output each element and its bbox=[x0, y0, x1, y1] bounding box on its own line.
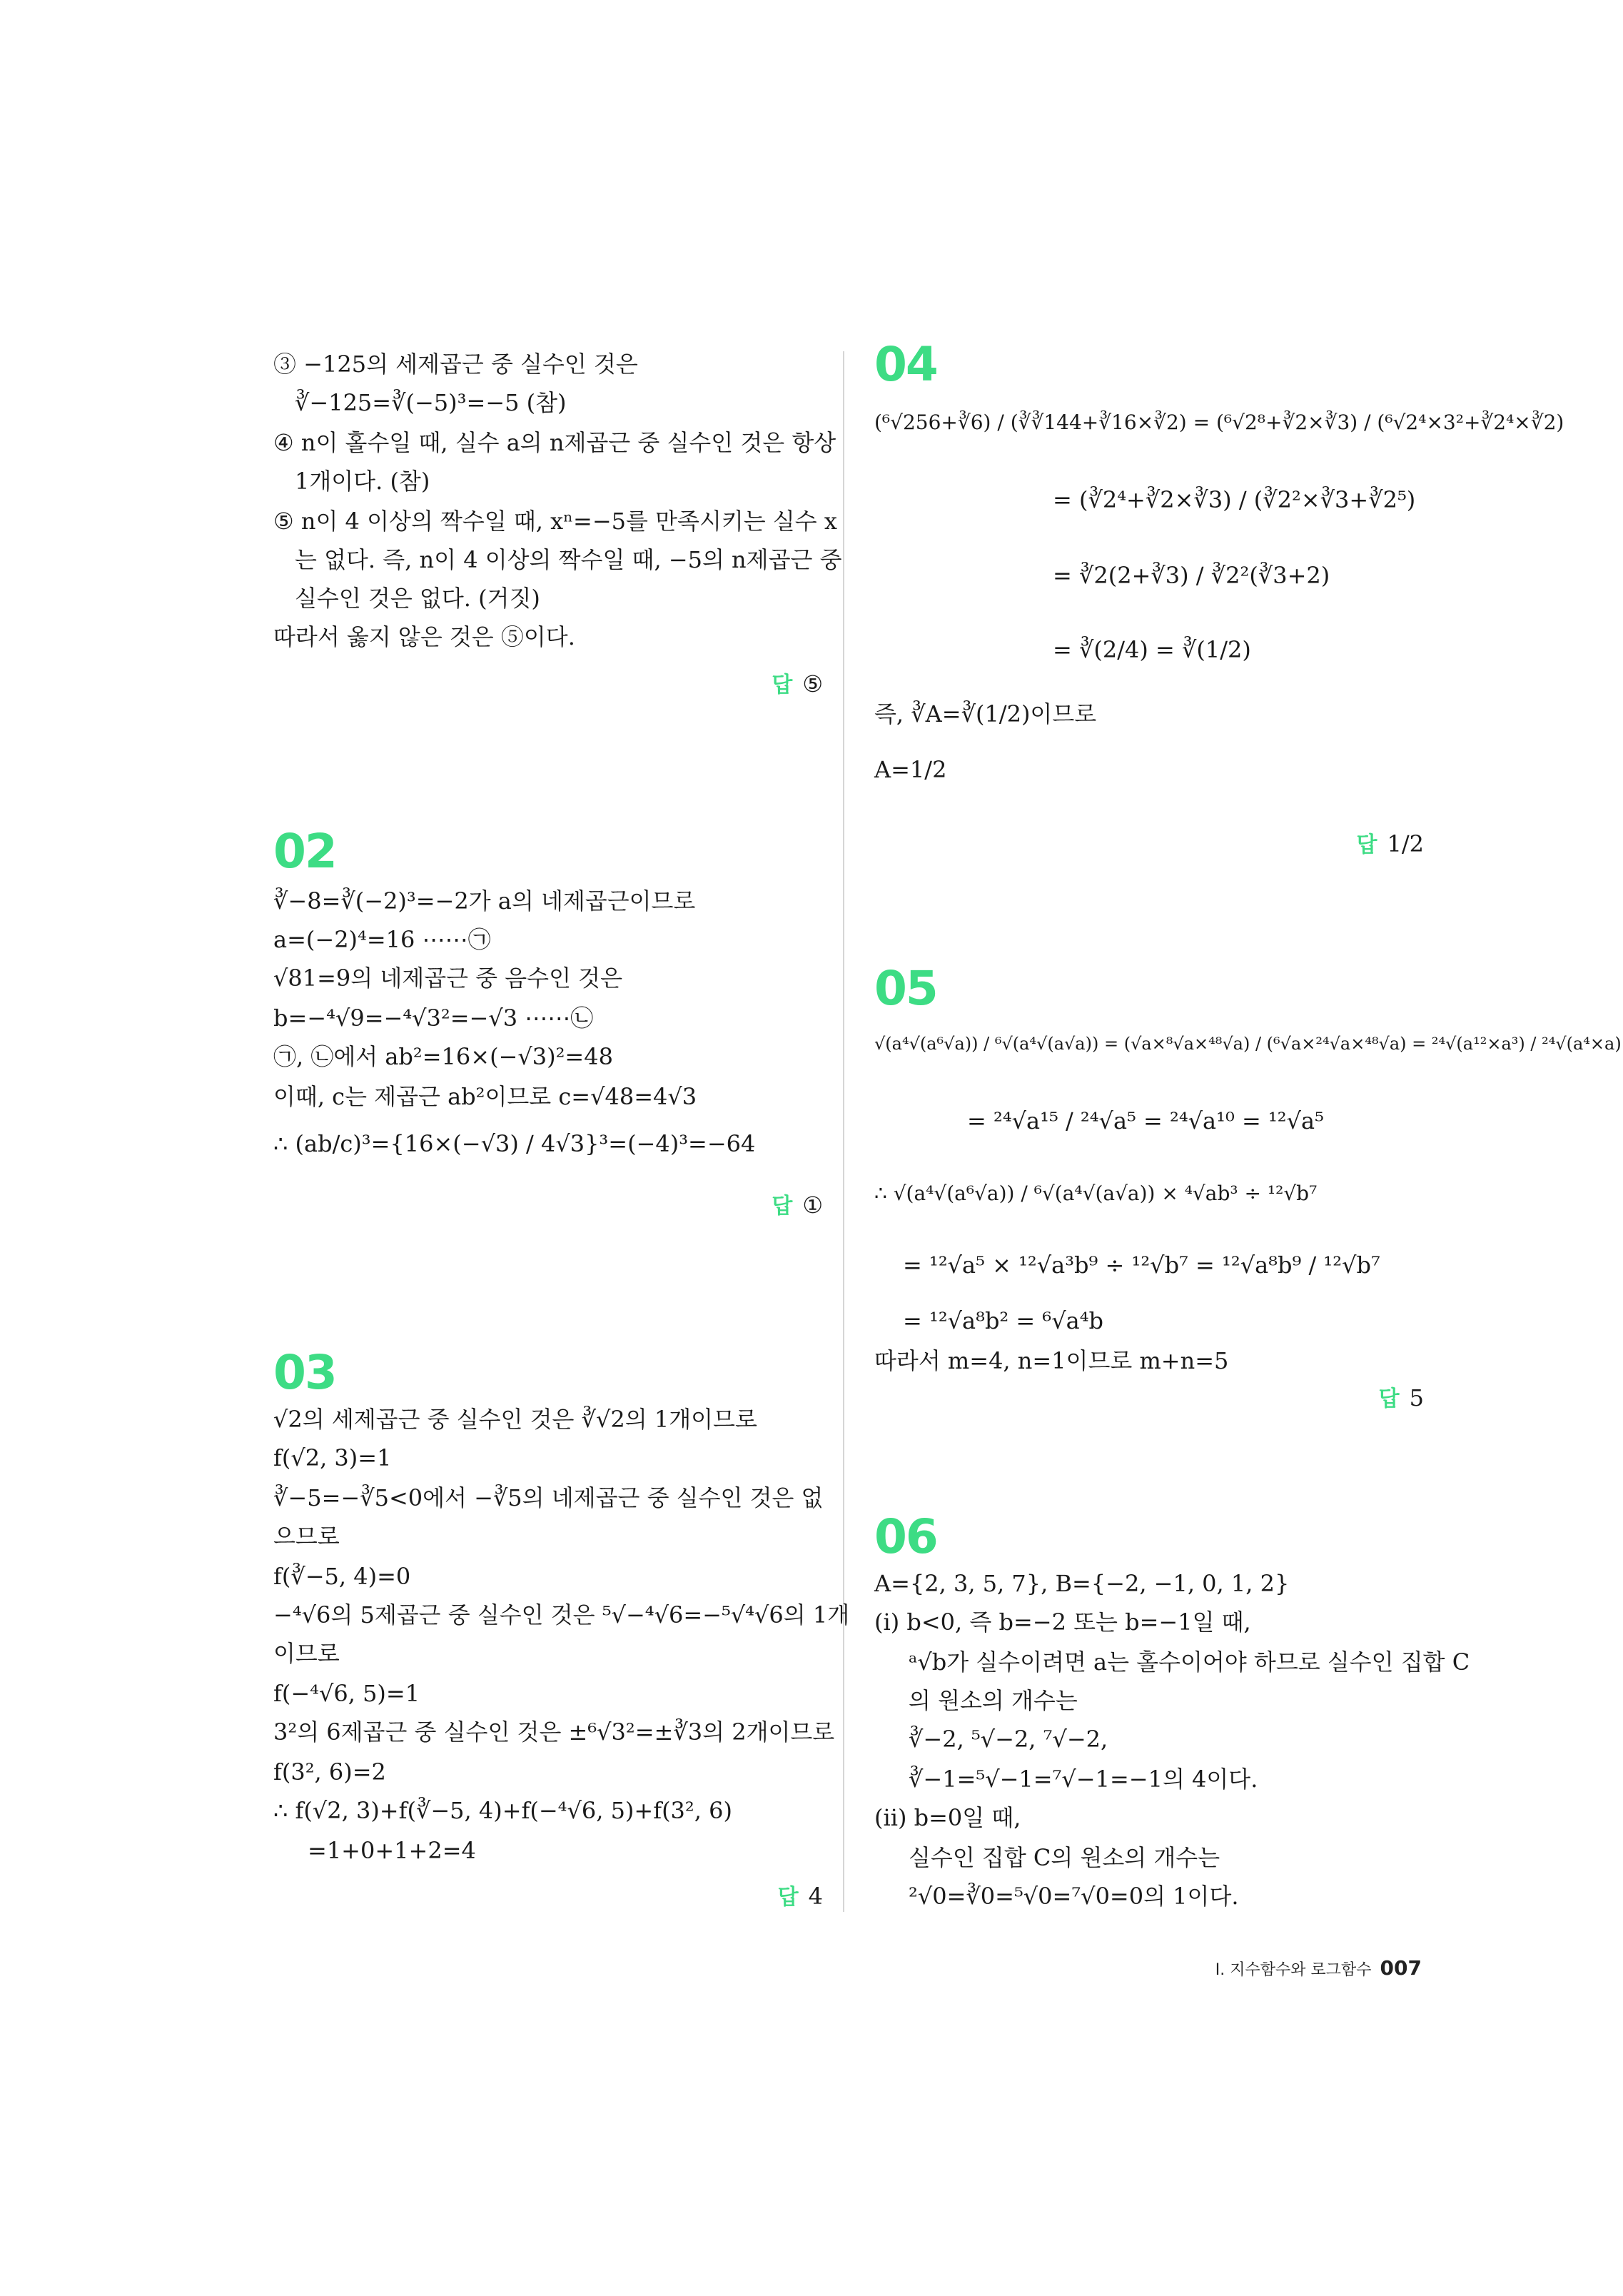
intro-line: 따라서 옳지 않은 것은 ⑤이다. bbox=[273, 623, 575, 650]
answer-03 bbox=[778, 1882, 823, 1912]
problem-number-04: 04 bbox=[874, 337, 937, 392]
intro-line: ④ n이 홀수일 때, 실수 a의 n제곱근 중 실수인 것은 항상 bbox=[273, 429, 836, 456]
answer-value: 5 bbox=[1409, 1384, 1424, 1411]
answer-04 bbox=[1357, 830, 1424, 860]
answer-tag: 답 bbox=[772, 673, 793, 698]
p04-line: 즉, ∛A=∛(1/2)이므로 bbox=[874, 700, 1097, 727]
p05-line: ∴ √(a⁴√(a⁶√a)) / ⁶√(a⁴√(a√a)) × ⁴√ab³ ÷ ¹²√b⁷ bbox=[874, 1182, 1318, 1205]
p03-line: 3²의 6제곱근 중 실수인 것은 ±⁶√3²=±∛3의 2개이므로 bbox=[273, 1718, 835, 1746]
p06-line: (ⅱ) b=0일 때, bbox=[874, 1804, 1021, 1831]
p06-line: 실수인 집합 C의 원소의 개수는 bbox=[909, 1844, 1220, 1871]
p02-line: 이때, c는 제곱근 ab²이므로 c=√48=4√3 bbox=[273, 1083, 697, 1110]
intro-line: 는 없다. 즉, n이 4 이상의 짝수일 때, −5의 n제곱근 중 bbox=[295, 546, 842, 573]
p05-line: = ¹²√a⁸b² = ⁶√a⁴b bbox=[903, 1307, 1104, 1334]
problem-number-02: 02 bbox=[273, 824, 336, 879]
answer-value: 1/2 bbox=[1387, 830, 1424, 857]
p06-line: (ⅰ) b<0, 즉 b=−2 또는 b=−1일 때, bbox=[874, 1608, 1251, 1636]
answer-tag: 답 bbox=[1378, 1386, 1400, 1411]
p02-line: ∴ (ab/c)³={16×(−√3) / 4√3}³=(−4)³=−64 bbox=[273, 1130, 756, 1157]
intro-line: ∛−125=∛(−5)³=−5 (참) bbox=[295, 389, 567, 416]
answer-02 bbox=[772, 1191, 823, 1221]
intro-line: ③ −125의 세제곱근 중 실수인 것은 bbox=[273, 351, 638, 378]
p03-line: √2의 세제곱근 중 실수인 것은 ∛√2의 1개이므로 bbox=[273, 1406, 757, 1433]
p03-line: f(3², 6)=2 bbox=[273, 1758, 386, 1786]
answer-05 bbox=[1379, 1384, 1424, 1414]
page-number: 007 bbox=[1380, 1956, 1422, 1980]
p04-line: = (∛2⁴+∛2×∛3) / (∛2²×∛3+∛2⁵) bbox=[1053, 486, 1416, 513]
column-divider bbox=[843, 351, 844, 1912]
p06-line: ∛−1=⁵√−1=⁷√−1=−1의 4이다. bbox=[909, 1766, 1258, 1793]
p03-line: ∛−5=−∛5<0에서 −∛5의 네제곱근 중 실수인 것은 없 bbox=[273, 1484, 824, 1511]
p03-line: f(√2, 3)=1 bbox=[273, 1444, 392, 1471]
p03-line: 이므로 bbox=[273, 1640, 340, 1667]
answer-tag: 답 bbox=[772, 1194, 793, 1219]
p04-line: = ∛(2/4) = ∛(1/2) bbox=[1053, 636, 1251, 663]
p03-line: 으므로 bbox=[273, 1523, 340, 1550]
p05-line: = ²⁴√a¹⁵ / ²⁴√a⁵ = ²⁴√a¹⁰ = ¹²√a⁵ bbox=[967, 1107, 1324, 1134]
p03-line: ∴ f(√2, 3)+f(∛−5, 4)+f(−⁴√6, 5)+f(3², 6) bbox=[273, 1797, 732, 1824]
p02-line: a=(−2)⁴=16 ⋯⋯㉠ bbox=[273, 926, 491, 953]
problem-number-06: 06 bbox=[874, 1509, 937, 1564]
p03-line: −⁴√6의 5제곱근 중 실수인 것은 ⁵√−⁴√6=−⁵√⁴√6의 1개 bbox=[273, 1601, 850, 1628]
p06-line: A={2, 3, 5, 7}, B={−2, −1, 0, 1, 2} bbox=[874, 1570, 1290, 1597]
answer-tag: 답 bbox=[777, 1885, 799, 1910]
page-footer bbox=[1215, 1956, 1422, 1980]
p04-line: = ∛2(2+∛3) / ∛2²(∛3+2) bbox=[1053, 562, 1330, 589]
p04-line: A=1/2 bbox=[874, 756, 947, 783]
answer-intro bbox=[772, 670, 823, 700]
p05-line: √(a⁴√(a⁶√a)) / ⁶√(a⁴√(a√a)) = (√a×⁸√a×⁴⁸√a) / (⁶√a×²⁴√a×⁴⁸√a) = ²⁴√(a¹²×a³) / ²⁴√(a⁴×a) bbox=[874, 1034, 1622, 1054]
answer-tag: 답 bbox=[1356, 832, 1377, 857]
intro-line: 1개이다. (참) bbox=[295, 468, 430, 495]
problem-number-05: 05 bbox=[874, 961, 937, 1016]
p02-line: ㉠, ㉡에서 ab²=16×(−√3)²=48 bbox=[273, 1043, 613, 1070]
p02-line: b=−⁴√9=−⁴√3²=−√3 ⋯⋯㉡ bbox=[273, 1004, 594, 1032]
p04-line: (⁶√256+∛6) / (∛∛144+∛16×∛2) = (⁶√2⁸+∛2×∛3) / (⁶√2⁴×3²+∛2⁴×∛2) bbox=[874, 411, 1564, 434]
p06-line: ²√0=∛0=⁵√0=⁷√0=0의 1이다. bbox=[909, 1883, 1239, 1910]
p03-line: f(−⁴√6, 5)=1 bbox=[273, 1680, 420, 1707]
problem-number-03: 03 bbox=[273, 1345, 336, 1400]
p02-line: √81=9의 네제곱근 중 음수인 것은 bbox=[273, 965, 623, 992]
p05-line: 따라서 m=4, n=1이므로 m+n=5 bbox=[874, 1347, 1229, 1374]
intro-line: ⑤ n이 4 이상의 짝수일 때, xⁿ=−5를 만족시키는 실수 x bbox=[273, 508, 837, 535]
p05-line: = ¹²√a⁵ × ¹²√a³b⁹ ÷ ¹²√b⁷ = ¹²√a⁸b⁹ / ¹²√b⁷ bbox=[903, 1252, 1380, 1279]
p06-line: ∛−2, ⁵√−2, ⁷√−2, bbox=[909, 1726, 1108, 1753]
p03-line: =1+0+1+2=4 bbox=[308, 1837, 476, 1864]
p03-line: f(∛−5, 4)=0 bbox=[273, 1563, 411, 1590]
p02-line: ∛−8=∛(−2)³=−2가 a의 네제곱근이므로 bbox=[273, 887, 696, 915]
answer-value: 4 bbox=[808, 1883, 823, 1910]
intro-line: 실수인 것은 없다. (거짓) bbox=[295, 585, 540, 612]
p06-line: 의 원소의 개수는 bbox=[909, 1687, 1078, 1714]
p06-line: ᵃ√b가 실수이려면 a는 홀수이어야 하므로 실수인 집합 C bbox=[909, 1648, 1470, 1676]
answer-value: ① bbox=[802, 1192, 823, 1219]
footer-section: Ⅰ. 지수함수와 로그함수 bbox=[1215, 1961, 1372, 1979]
answer-value: ⑤ bbox=[802, 670, 823, 698]
